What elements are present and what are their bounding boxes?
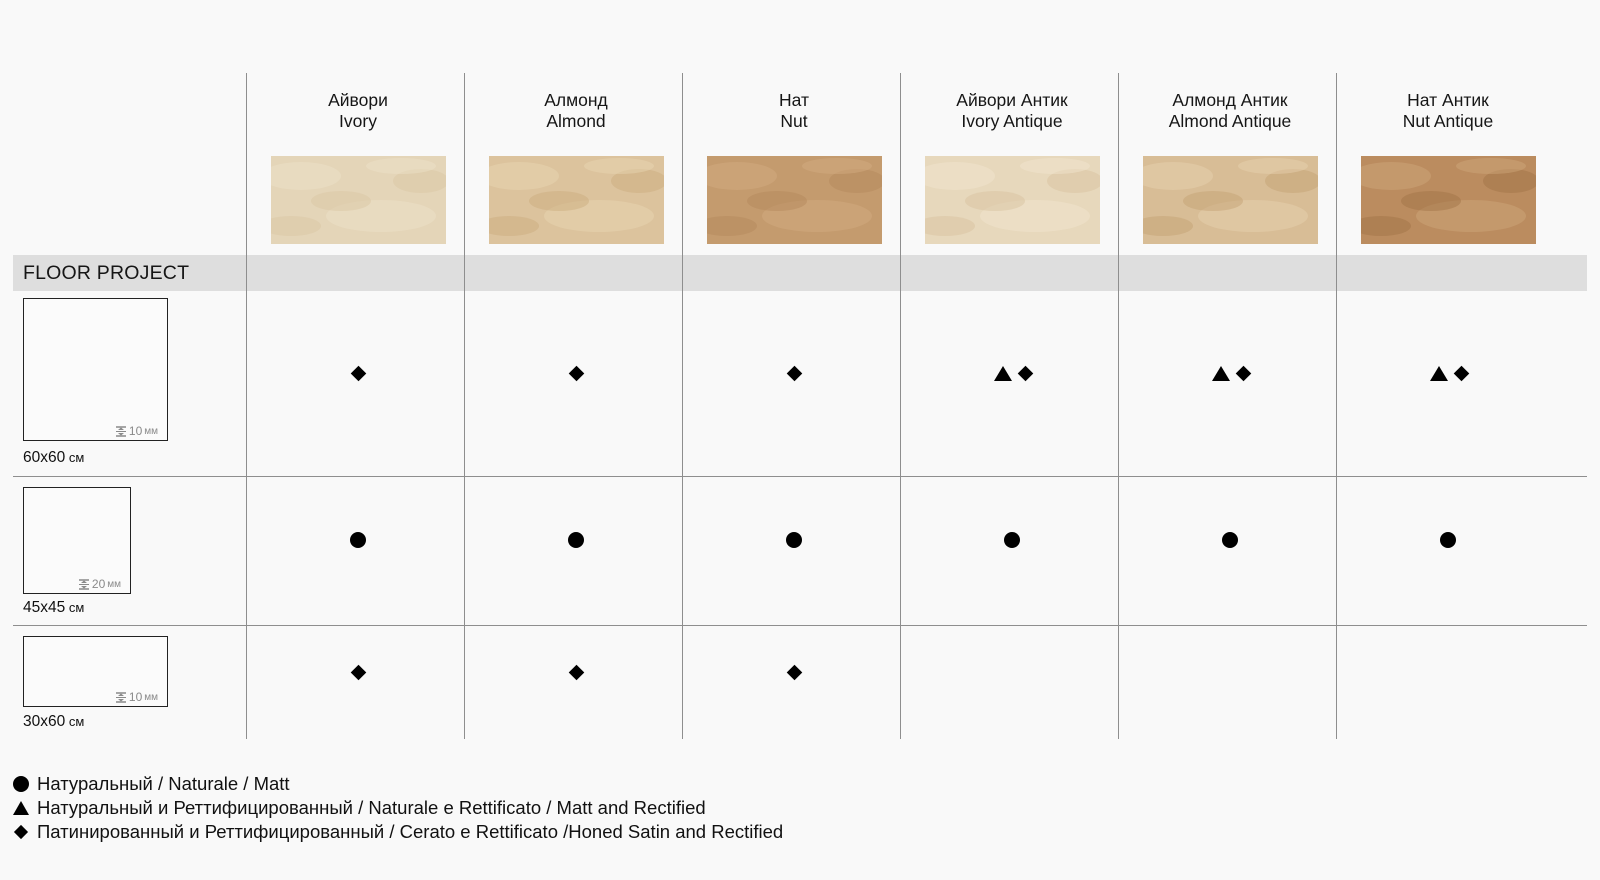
tile-size-label bbox=[23, 599, 84, 617]
availability-cell bbox=[683, 662, 905, 682]
thickness-icon bbox=[78, 579, 90, 590]
column-name bbox=[465, 90, 687, 132]
thickness-unit: мм bbox=[144, 425, 158, 437]
table-row bbox=[13, 291, 1587, 477]
availability-cell bbox=[683, 363, 905, 383]
column-name-en: Almond Antique bbox=[1168, 111, 1292, 131]
availability-cell bbox=[247, 662, 469, 682]
legend-symbol bbox=[13, 827, 29, 837]
column-header bbox=[901, 73, 1123, 244]
column-name-ru: Алмонд bbox=[544, 90, 608, 110]
thickness-unit: мм bbox=[107, 578, 121, 590]
column-name bbox=[247, 90, 469, 132]
diamond-icon bbox=[568, 664, 584, 680]
tile-swatch bbox=[489, 156, 664, 244]
diamond-icon bbox=[568, 365, 584, 381]
circle-icon bbox=[350, 532, 366, 548]
thickness-value: 20 bbox=[91, 577, 106, 591]
availability-cell bbox=[465, 363, 687, 383]
tile-size-diagram bbox=[23, 298, 168, 441]
availability-cell bbox=[901, 530, 1123, 550]
tile-size-label bbox=[23, 449, 84, 467]
legend-text: Натуральный и Реттифицированный / Naturale e Rettificato / Matt and Rectified bbox=[37, 797, 706, 818]
column-name bbox=[1337, 90, 1559, 132]
column-divider bbox=[900, 73, 901, 739]
product-header bbox=[13, 73, 1587, 255]
tile-swatch bbox=[707, 156, 882, 244]
column-name-ru: Айвори bbox=[328, 90, 388, 110]
column-divider bbox=[246, 73, 247, 739]
thickness-unit: мм bbox=[144, 691, 158, 703]
availability-cell bbox=[1119, 662, 1341, 682]
circle-icon bbox=[1004, 532, 1020, 548]
column-divider bbox=[682, 73, 683, 739]
availability-cell bbox=[901, 363, 1123, 383]
table-row bbox=[13, 625, 1587, 739]
diamond-icon bbox=[1235, 365, 1251, 381]
column-name-ru: Айвори Антик bbox=[956, 90, 1068, 110]
availability-cell bbox=[247, 530, 469, 550]
legend bbox=[13, 772, 783, 844]
circle-icon bbox=[786, 532, 802, 548]
column-header bbox=[247, 73, 469, 244]
section-bar bbox=[13, 255, 1587, 291]
availability-cell bbox=[465, 662, 687, 682]
thickness-value: 10 bbox=[128, 690, 143, 704]
triangle-icon bbox=[13, 801, 29, 815]
triangle-icon bbox=[1212, 366, 1230, 381]
legend-item bbox=[13, 820, 783, 844]
section-title: FLOOR PROJECT bbox=[23, 262, 190, 284]
tile-size-diagram bbox=[23, 487, 131, 594]
tile-size-unit: см bbox=[65, 600, 85, 615]
triangle-icon bbox=[1430, 366, 1448, 381]
column-name-en: Ivory bbox=[339, 111, 377, 131]
diamond-icon bbox=[1453, 365, 1469, 381]
column-name-ru: Нат Антик bbox=[1407, 90, 1489, 110]
availability-cell bbox=[465, 530, 687, 550]
availability-cell bbox=[1119, 363, 1341, 383]
legend-text: Патинированный и Реттифицированный / Cerato e Rettificato /Honed Satin and Rectified bbox=[37, 821, 784, 842]
column-name-en: Nut bbox=[780, 111, 808, 131]
thickness-indicator bbox=[115, 690, 158, 704]
diamond-icon bbox=[1017, 365, 1033, 381]
diamond-icon bbox=[350, 664, 366, 680]
thickness-indicator bbox=[78, 577, 121, 591]
column-name-ru: Алмонд Антик bbox=[1172, 90, 1288, 110]
legend-item bbox=[13, 772, 783, 796]
diamond-icon bbox=[786, 365, 802, 381]
legend-item bbox=[13, 796, 783, 820]
column-header bbox=[1119, 73, 1341, 244]
tile-size-value: 45x45 bbox=[23, 599, 66, 616]
column-header bbox=[465, 73, 687, 244]
tile-swatch bbox=[271, 156, 446, 244]
availability-cell bbox=[1337, 363, 1559, 383]
circle-icon bbox=[1222, 532, 1238, 548]
circle-icon bbox=[1440, 532, 1456, 548]
tile-size-unit: см bbox=[65, 714, 85, 729]
availability-cell bbox=[1337, 530, 1559, 550]
tile-size-diagram bbox=[23, 636, 168, 707]
tile-size-unit: см bbox=[65, 450, 85, 465]
tile-swatch bbox=[1361, 156, 1536, 244]
availability-cell bbox=[1337, 662, 1559, 682]
tile-size-label bbox=[23, 713, 84, 731]
thickness-icon bbox=[115, 692, 127, 703]
column-divider bbox=[464, 73, 465, 739]
column-name bbox=[683, 90, 905, 132]
legend-symbol bbox=[13, 801, 29, 815]
table-row bbox=[13, 476, 1587, 626]
thickness-icon bbox=[115, 426, 127, 437]
triangle-icon bbox=[994, 366, 1012, 381]
legend-symbol bbox=[13, 776, 29, 792]
column-header bbox=[683, 73, 905, 244]
thickness-value: 10 bbox=[128, 424, 143, 438]
column-header bbox=[1337, 73, 1559, 244]
column-name bbox=[901, 90, 1123, 132]
header-row bbox=[13, 73, 1587, 255]
diamond-icon bbox=[350, 365, 366, 381]
circle-icon bbox=[568, 532, 584, 548]
tile-swatch bbox=[1143, 156, 1318, 244]
diamond-icon bbox=[786, 664, 802, 680]
thickness-indicator bbox=[115, 424, 158, 438]
availability-cell bbox=[247, 363, 469, 383]
circle-icon bbox=[13, 776, 29, 792]
availability-cell bbox=[901, 662, 1123, 682]
availability-cell bbox=[1119, 530, 1341, 550]
diamond-icon bbox=[14, 825, 28, 839]
column-name bbox=[1119, 90, 1341, 132]
tile-size-value: 60x60 bbox=[23, 449, 66, 466]
column-name-en: Nut Antique bbox=[1402, 111, 1494, 131]
tile-swatch bbox=[925, 156, 1100, 244]
column-divider bbox=[1336, 73, 1337, 739]
column-name-ru: Нат bbox=[778, 90, 809, 110]
availability-cell bbox=[683, 530, 905, 550]
column-name-en: Almond bbox=[546, 111, 606, 131]
tile-size-value: 30x60 bbox=[23, 713, 66, 730]
legend-text: Натуральный / Naturale / Matt bbox=[37, 773, 290, 794]
column-divider bbox=[1118, 73, 1119, 739]
column-name-en: Ivory Antique bbox=[961, 111, 1063, 131]
